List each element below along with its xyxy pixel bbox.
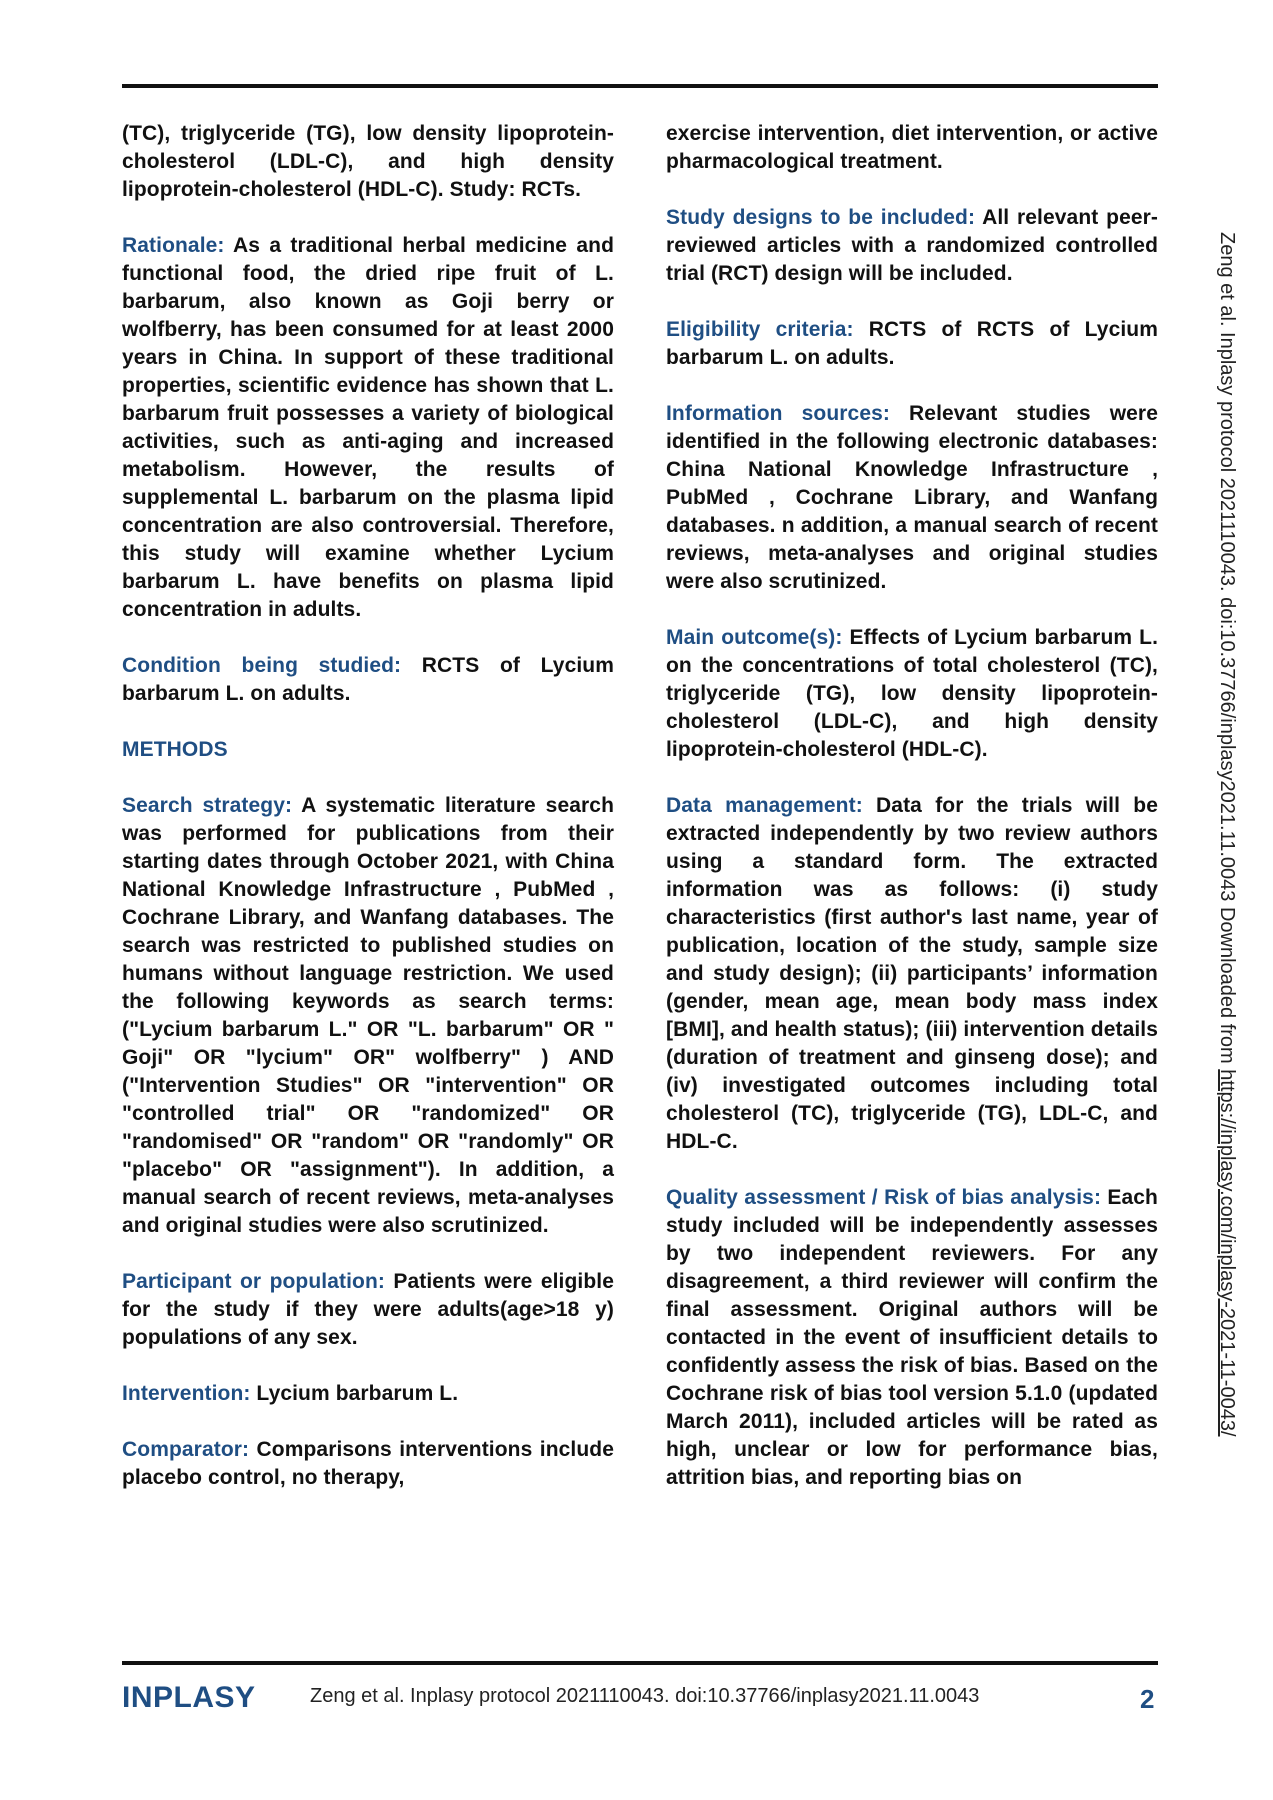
study-designs-text: All relevant peer-reviewed articles with a randomized controlled trial (RCT) design will be included.: [666, 206, 1158, 285]
intro-paragraph: [122, 120, 614, 204]
eligibility-text: RCTS of RCTS of Lycium barbarum L. on adults.: [666, 318, 1158, 369]
intervention-label: Intervention:: [122, 1382, 251, 1405]
right-column: [666, 120, 1158, 1520]
comparator-section: [122, 1436, 614, 1492]
participant-label: Participant or population:: [122, 1270, 385, 1293]
information-sources-section: [666, 400, 1158, 596]
left-column: [122, 120, 614, 1520]
quality-assessment-text: Each study included will be independently assesses by two independent reviewers. For any disagreement, a third reviewer will confirm the final assessment. Original authors will be contacted in the event of insufficient details to confidently assess the risk of bias. Based on the Cochrane risk of bias tool version 5.1.0 (updated March 2011), included articles will be rated as high, unclear or low for performance bias, attrition bias, and reporting bias on: [666, 1186, 1158, 1489]
condition-label: Condition being studied:: [122, 654, 402, 677]
search-strategy-text: A systematic literature search was performed for publications from their starting dates through October 2021, with China National Knowledge Infrastructure , PubMed , Cochrane Library, and Wanfang databases. The search was restricted to published studies on humans without language restriction. We used the following keywords as search terms: ("Lycium barbarum L." OR "L. barbarum" OR " Goji" OR "lycium" OR" wolfberry" ) AND ("Intervention Studies" OR "intervention" OR "controlled trial" OR "randomized" OR "randomised" OR "random" OR "randomly" OR "placebo" OR "assignment"). In addition, a manual search of recent reviews, meta-analyses and original studies were also scrutinized.: [122, 794, 614, 1237]
search-strategy-label: Search strategy:: [122, 794, 293, 817]
rationale-text: As a traditional herbal medicine and functional food, the dried ripe fruit of L. barbarum, also known as Goji berry or wolfberry, has been consumed for at least 2000 years in China. In support of these traditional properties, scientific evidence has shown that L. barbarum fruit possesses a variety of biological activities, such as anti-aging and increased metabolism. However, the results of supplemental L. barbarum on the plasma lipid concentration are also controversial. Therefore, this study will examine whether Lycium barbarum L. have benefits on plasma lipid concentration in adults.: [122, 234, 614, 621]
condition-section: [122, 652, 614, 708]
study-designs-section: [666, 204, 1158, 288]
intervention-text: Lycium barbarum L.: [250, 1382, 459, 1405]
bottom-rule: [122, 1661, 1158, 1665]
footer-citation: Zeng et al. Inplasy protocol 2021110043. doi:10.37766/inplasy2021.11.0043: [310, 1685, 980, 1707]
eligibility-section: [666, 316, 1158, 372]
main-outcomes-text: Effects of Lycium barbarum L. on the concentrations of total cholesterol (TC), triglyceride (TG), low density lipoprotein-cholesterol (LDL-C), and high density lipoprotein-cholesterol (HDL-C).: [666, 626, 1158, 761]
intro-text: (TC), triglyceride (TG), low density lipoprotein-cholesterol (LDL-C), and high density lipoprotein-cholesterol (HDL-C). Study: RCTs.: [122, 122, 614, 201]
study-designs-label: Study designs to be included:: [666, 206, 976, 229]
search-strategy-section: [122, 792, 614, 1240]
download-sidebar: [1215, 232, 1238, 1437]
rationale-section: [122, 232, 614, 624]
sidebar-citation-text: Zeng et al. Inplasy protocol 2021110043. doi:10.37766/inplasy2021.11.0043 Downloaded from: [1216, 232, 1238, 1070]
intervention-section: [122, 1380, 614, 1408]
rationale-label: Rationale:: [122, 234, 225, 257]
main-outcomes-label: Main outcome(s):: [666, 626, 843, 649]
quality-assessment-label: Quality assessment / Risk of bias analysis:: [666, 1186, 1102, 1209]
participant-section: [122, 1268, 614, 1352]
top-rule: [122, 84, 1158, 88]
continuation-text: exercise intervention, diet intervention, or active pharmacological treatment.: [666, 122, 1158, 173]
comparator-label: Comparator:: [122, 1438, 250, 1461]
participant-text: Patients were eligible for the study if they were adults(age>18 y) populations of any sex.: [122, 1270, 614, 1349]
footer-brand-logo: INPLASY: [122, 1681, 256, 1714]
condition-text: RCTS of Lycium barbarum L. on adults.: [122, 654, 614, 705]
quality-assessment-section: [666, 1184, 1158, 1492]
main-outcomes-section: [666, 624, 1158, 764]
sidebar-download-link[interactable]: https://inplasy.com/inplasy-2021-11-0043/: [1216, 1069, 1238, 1437]
methods-heading: METHODS: [122, 738, 228, 761]
data-management-label: Data management:: [666, 794, 863, 817]
eligibility-label: Eligibility criteria:: [666, 318, 854, 341]
comparator-text: Comparisons interventions include placebo control, no therapy,: [122, 1438, 614, 1489]
information-sources-label: Information sources:: [666, 402, 890, 425]
continuation-paragraph: [666, 120, 1158, 176]
data-management-text: Data for the trials will be extracted independently by two review authors using a standard form. The extracted information was as follows: (i) study characteristics (first author's last name, year of publication, location of the study, sample size and study design); (ii) participants’ information (gender, mean age, mean body mass index [BMI], and health status); (iii) intervention details (duration of treatment and ginseng dose); and (iv) investigated outcomes including total cholesterol (TC), triglyceride (TG), LDL-C, and HDL-C.: [666, 794, 1158, 1153]
data-management-section: [666, 792, 1158, 1156]
page-number: 2: [1140, 1684, 1155, 1714]
information-sources-text: Relevant studies were identified in the following electronic databases: China National Knowledge Infrastructure , PubMed , Cochrane Library, and Wanfang databases. n addition, a manual search of recent reviews, meta-analyses and original studies were also scrutinized.: [666, 402, 1158, 593]
